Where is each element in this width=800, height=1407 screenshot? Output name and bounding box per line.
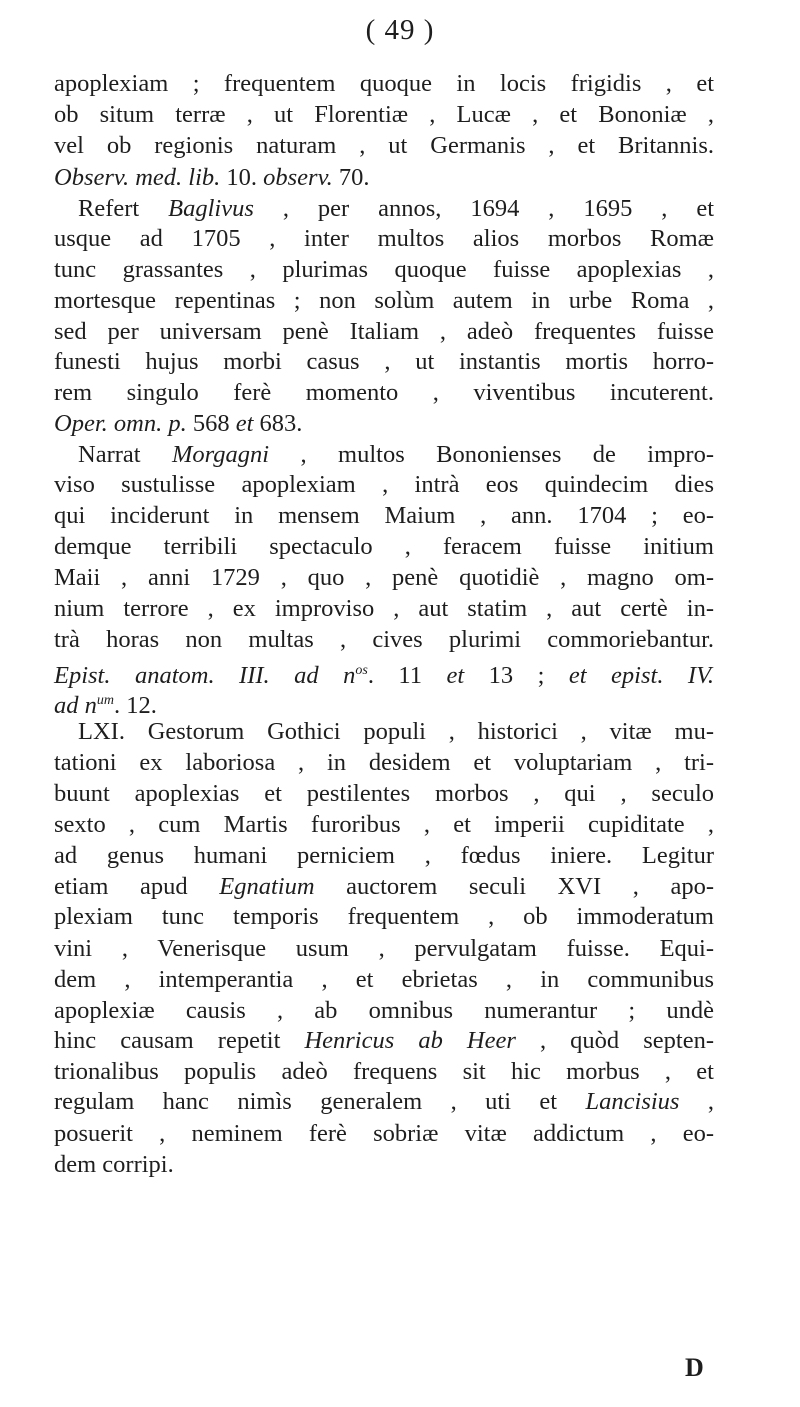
text-run: regulam hanc nimìs generalem , uti et — [54, 1088, 586, 1115]
text-line — [54, 625, 714, 655]
text-line — [54, 1026, 714, 1056]
italic-text: Henricus ab Heer — [304, 1027, 516, 1054]
text-line — [54, 686, 714, 721]
superscript-text: os — [355, 663, 368, 678]
text-run: etiam apud — [54, 873, 220, 900]
text-line — [54, 841, 714, 871]
text-line — [78, 717, 714, 747]
text-run: sed per universam penè Italiam , adeò frequentes fuisse — [54, 318, 714, 345]
text-run: 683. — [253, 410, 303, 437]
page-number: ( 49 ) — [365, 14, 435, 46]
text-run: ob situm terræ , ut Florentiæ , Lucæ , et Bononiæ , — [54, 101, 714, 128]
text-line — [54, 872, 714, 902]
text-line — [54, 470, 714, 500]
text-line — [54, 996, 714, 1026]
text-run: 70. — [332, 164, 370, 191]
signature-mark: D — [685, 1353, 704, 1382]
italic-text: Oper. omn. p. — [54, 410, 193, 437]
text-run: ad genus humani perniciem , fœdus iniere. Legitur — [54, 842, 714, 869]
italic-text: Epist. anatom. III. ad n — [54, 662, 356, 690]
italic-text: et — [446, 662, 465, 690]
text-line — [54, 1150, 714, 1180]
text-line — [54, 563, 714, 593]
text-line — [54, 378, 714, 408]
text-line — [54, 594, 714, 624]
text-run: rem singulo ferè momento , viventibus incuterent. — [54, 379, 714, 406]
text-run: demque terribili spectaculo , feracem fuisse initium — [54, 533, 714, 560]
text-line — [54, 1057, 714, 1087]
italic-text: et epist. IV. — [568, 662, 715, 690]
text-run: hinc causam repetit — [54, 1027, 305, 1054]
text-run: 10. — [226, 164, 264, 191]
text-run: trà horas non multas , cives plurimi commoriebantur. — [54, 626, 714, 653]
italic-text: Egnatium — [219, 873, 315, 900]
italic-text: Lancisius — [585, 1088, 680, 1115]
italic-text: observ. — [263, 164, 333, 191]
text-line — [54, 810, 714, 840]
text-run: vini , Venerisque usum , pervulgatam fuisse. Equi- — [54, 935, 714, 962]
text-run: dem corripi. — [54, 1151, 174, 1178]
superscript-text: um — [96, 693, 114, 708]
text-line — [54, 748, 714, 778]
text-run: mortesque repentinas ; non solùm autem in urbe Roma , — [54, 287, 714, 314]
text-run: , quòd septen- — [515, 1027, 715, 1054]
text-line — [54, 779, 714, 809]
text-run: 13 ; — [464, 662, 569, 690]
text-run: usque ad 1705 , inter multos alios morbos Romæ — [54, 225, 714, 252]
text-line — [54, 69, 714, 99]
text-run: qui inciderunt in mensem Maium , ann. 1704 ; eo- — [54, 502, 714, 529]
text-run: . 12. — [114, 692, 157, 720]
text-line — [54, 409, 714, 439]
text-run: LXI. Gestorum Gothici populi , historici , vitæ mu- — [78, 718, 714, 745]
text-line — [54, 1087, 714, 1117]
text-run: , multos Bononienses de impro- — [269, 441, 714, 468]
text-line — [54, 532, 714, 562]
italic-text: Morgagni — [171, 441, 270, 468]
italic-text: et — [235, 410, 254, 437]
text-line — [54, 131, 714, 161]
text-run: dem , intemperantia , et ebrietas , in communibus — [54, 966, 714, 993]
text-line — [54, 100, 714, 130]
text-line — [78, 194, 714, 224]
text-run: auctorem seculi XVI , apo- — [314, 873, 715, 900]
italic-text: ad n — [54, 692, 97, 720]
text-run: buunt apoplexias et pestilentes morbos , qui , seculo — [54, 780, 714, 807]
text-line — [54, 1119, 714, 1149]
text-line — [54, 501, 714, 531]
text-run: sexto , cum Martis furoribus , et imperii cupiditate , — [54, 811, 714, 838]
text-line — [54, 286, 714, 316]
text-run: plexiam tunc temporis frequentem , ob immoderatum — [54, 903, 714, 930]
text-run: 568 — [192, 410, 236, 437]
text-line — [54, 965, 714, 995]
text-run: Refert — [78, 195, 169, 222]
text-line — [54, 224, 714, 254]
text-line — [54, 934, 714, 964]
text-line — [54, 347, 714, 377]
text-run: funesti hujus morbi casus , ut instantis mortis horro- — [54, 348, 714, 375]
text-run: , per annos, 1694 , 1695 , et — [253, 195, 715, 222]
text-run: tationi ex laboriosa , in desidem et voluptariam , tri- — [54, 749, 714, 776]
text-line — [54, 317, 714, 347]
text-run: viso sustulisse apoplexiam , intrà eos quindecim dies — [54, 471, 714, 498]
text-run: apoplexiam ; frequentem quoque in locis frigidis , et — [54, 70, 714, 97]
text-run: trionalibus populis adeò frequens sit hic morbus , et — [54, 1058, 714, 1085]
text-run: posuerit , neminem ferè sobriæ vitæ addictum , eo- — [54, 1120, 714, 1147]
text-line — [54, 163, 714, 193]
italic-text: Observ. med. lib. — [54, 164, 227, 191]
text-run: Maii , anni 1729 , quo , penè quotidiè , magno om- — [54, 564, 714, 591]
text-run: Narrat — [78, 441, 172, 468]
text-run: nium terrore , ex improviso , aut statim , aut certè in- — [54, 595, 714, 622]
text-run: vel ob regionis naturam , ut Germanis , et Britannis. — [54, 132, 714, 159]
text-run: apoplexiæ causis , ab omnibus numerantur ; undè — [54, 997, 714, 1024]
text-line — [78, 440, 714, 470]
italic-text: Baglivus — [168, 195, 254, 222]
text-run: . 11 — [367, 662, 447, 690]
text-line — [54, 902, 714, 932]
text-line — [54, 255, 714, 285]
text-run: tunc grassantes , plurimas quoque fuisse apoplexias , — [54, 256, 714, 283]
text-run: , — [679, 1088, 715, 1115]
